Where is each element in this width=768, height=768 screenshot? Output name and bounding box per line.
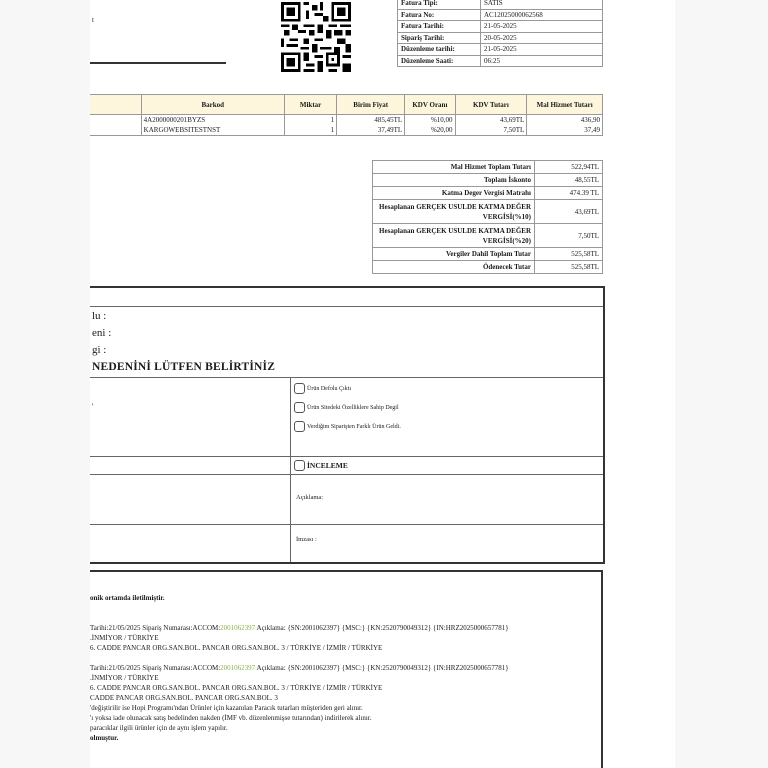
form-divider [90,474,603,475]
form-field-2: eni : [92,327,112,339]
form-left-mark: ' [92,402,94,411]
cell-kdv-orani: %20,00 [405,125,455,136]
items-table [90,94,603,136]
total-label: Ödenecek Tutar [373,261,535,274]
info-value: 21-05-2025 [481,21,603,33]
info-label: Düzenleme tarihi: [398,44,481,56]
form-field-1: lu : [92,310,107,322]
option-label: Ürün Defolu Çıktı [307,385,351,392]
cell-kdv-orani: %10,00 [405,115,455,126]
cell-kdv-tutari: 43,69TL [455,115,527,126]
option-inceleme[interactable] [294,460,348,471]
notes-text: paracıklar ilgili ürünler için de aynı işlem yapılır. [90,724,228,732]
cell-barkod: 4A2000000201BYZS [141,115,284,126]
notes-text: Tarihi:21/05/2025 Sipariş Numarası:ACCOM: [90,624,221,632]
notes-order-line [90,624,509,632]
col-birim-fiyat: Birim Fiyat [337,95,405,115]
total-label: Hesaplanan GERÇEK USULDE KATMA DEĞER VERGİSİ(%20) [373,224,535,248]
table-row [90,115,603,126]
checkbox-icon[interactable] [294,402,305,413]
col-kdv-orani: KDV Oranı [405,95,455,115]
col-description [90,95,141,115]
total-label: Mal Hizmet Toplam Tutarı [373,161,535,174]
signature-line [90,62,226,64]
form-divider [90,524,603,525]
total-value: 474.39 TL [535,187,603,200]
items-header-row [90,95,603,115]
notes-text: Açıklama: {SN:2001062397} {MSC:} {KN:2520790049312} {IN:HRZ2025000657781} [255,664,509,672]
form-divider [90,306,603,307]
notes-text: 'ı yoksa iade olunacak satış bedelinden nakden (İMF vb. düzenlenmişse tutarından) indirilerek alınır. [90,714,372,722]
col-miktar: Miktar [284,95,336,115]
imza-label: İmzası : [296,536,317,543]
total-value: 525,58TL [535,248,603,261]
cell-miktar: 1 [284,115,336,126]
info-value: AC12025000062568 [481,9,603,21]
info-label: Fatura Tipi: [398,0,481,9]
form-field-3: gi : [92,344,107,356]
total-value: 525,58TL [535,261,603,274]
total-value: 43,69TL [535,200,603,224]
notes-box [90,570,603,768]
col-mal-hizmet: Mal Hizmet Tutarı [527,95,603,115]
notes-text: 'değiştirilir ise Hopi Programı'ndan Ürünler için kazanılan Paracık tutarları müşteriden geri alınır. [90,704,363,712]
total-label: Katma Deger Vergisi Matrahı [373,187,535,200]
notes-text: Açıklama: {SN:2001062397} {MSC:} {KN:2520790049312} {IN:HRZ2025000657781} [255,624,509,632]
notes-text: olmuştur. [90,734,119,742]
info-value: 21-05-2025 [481,44,603,56]
notes-order-line [90,664,509,672]
option-label: Ürün Sitedeki Özelliklere Sahip Degil [307,404,399,411]
total-value: 48,55TL [535,174,603,187]
info-label: Fatura No: [398,9,481,21]
notes-text: Tarihi:21/05/2025 Sipariş Numarası:ACCOM: [90,664,221,672]
cell-desc [90,125,141,136]
cell-mal-hizmet: 37,49 [527,125,603,136]
info-label: Düzenleme Saati: [398,55,481,67]
cell-kdv-tutari: 7,50TL [455,125,527,136]
order-number-link[interactable]: 2001062397 [220,624,256,632]
form-divider [90,377,603,378]
aciklama-label: Açıklama: [296,494,324,501]
info-label: Fatura Tarihi: [398,21,481,33]
order-number-link[interactable]: 2001062397 [220,664,256,672]
option-label: Verdiğim Siparişten Farklı Ürün Geldi. [307,423,401,430]
cell-mal-hizmet: 436,90 [527,115,603,126]
cell-birim-fiyat: 485,45TL [337,115,405,126]
option-label: İNCELEME [307,461,348,470]
notes-text: .İNMİYOR / TÜRKİYE [90,634,159,642]
col-kdv-tutari: KDV Tutarı [455,95,527,115]
info-value: 06:25 [481,55,603,67]
invoice-page [90,0,675,768]
cell-miktar: 1 [284,125,336,136]
return-reason-heading: NEDENİNİ LÜTFEN BELİRTİNİZ [92,361,276,373]
notes-text: 6. CADDE PANCAR ORG.SAN.BOL. PANCAR ORG.SAN.BOL. 3 / TÜRKİYE / İZMİR / TÜRKİYE [90,684,383,692]
total-value: 522,94TL [535,161,603,174]
info-label: Sipariş Tarihi: [398,32,481,44]
option-defective[interactable] [294,383,351,394]
notes-heading: onik ortamda iletilmiştir. [90,594,165,602]
cell-birim-fiyat: 37,49TL [337,125,405,136]
cell-barkod: KARGOWEBSITESTNST [141,125,284,136]
notes-text: CADDE PANCAR ORG.SAN.BOL. PANCAR ORG.SAN.BOL. 3 [90,694,278,702]
checkbox-icon[interactable] [294,421,305,432]
notes-text: .İNMİYOR / TÜRKİYE [90,674,159,682]
return-form [90,286,605,564]
total-label: Hesaplanan GERÇEK USULDE KATMA DEĞER VERGİSİ(%10) [373,200,535,224]
total-value: 7,50TL [535,224,603,248]
header-fragment: t [92,16,94,24]
info-value: SATIS [481,0,603,9]
option-wrong-item[interactable] [294,421,401,432]
cell-desc [90,115,141,126]
notes-text: 6. CADDE PANCAR ORG.SAN.BOL. PANCAR ORG.SAN.BOL. 3 / TÜRKİYE / İZMİR / TÜRKİYE [90,644,383,652]
qr-code-icon [281,2,351,72]
info-value: 20-05-2025 [481,32,603,44]
checkbox-icon[interactable] [294,383,305,394]
form-divider [90,456,603,457]
col-barkod: Barkod [141,95,284,115]
totals-table [372,160,603,274]
option-not-as-described[interactable] [294,402,399,413]
checkbox-icon[interactable] [294,460,305,471]
table-row [90,125,603,136]
form-column-divider [290,377,291,562]
total-label: Vergiler Dahil Toplam Tutar [373,248,535,261]
total-label: Toplam İskonto [373,174,535,187]
invoice-info-table [397,0,603,67]
